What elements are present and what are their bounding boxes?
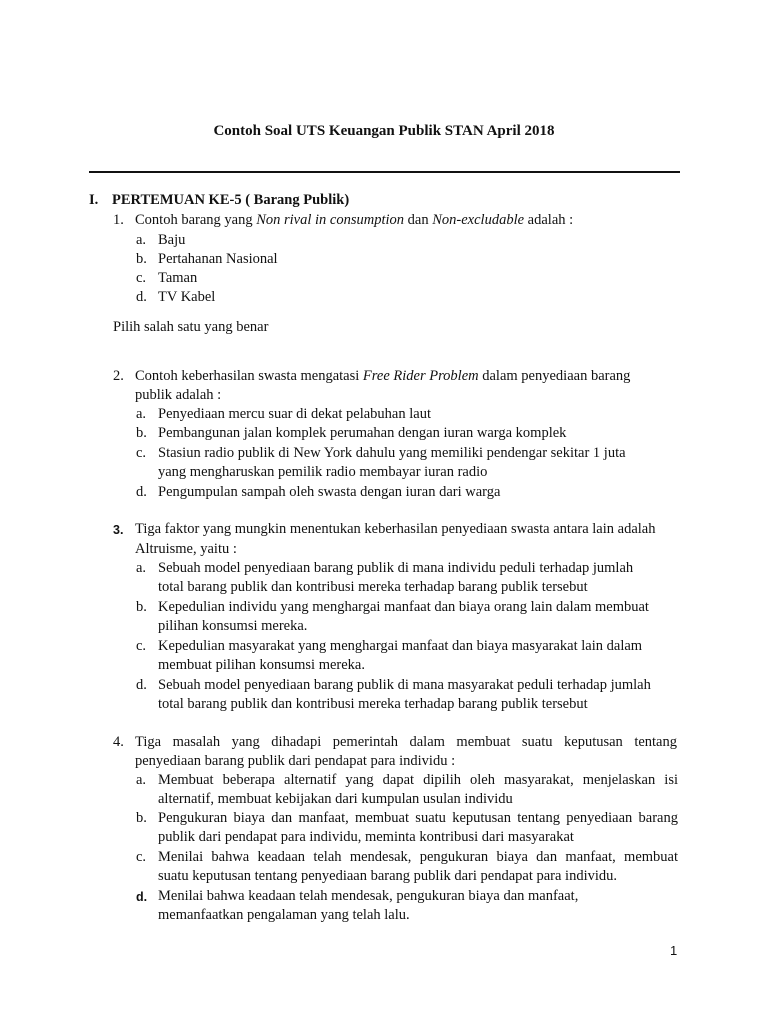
q4-option-letter: d. [136, 890, 148, 904]
q2-question [135, 367, 630, 386]
q2-option-text: Pengumpulan sampah oleh swasta dengan iuran dari warga [158, 484, 501, 500]
q2-text-before: Contoh keberhasilan swasta mengatasi [135, 368, 363, 384]
q4-option-text: Menilai bahwa keadaan telah mendesak, pengukuran biaya dan manfaat, membuat [158, 849, 678, 865]
section-numeral: I. [89, 192, 99, 208]
q2-text-after: dalam penyediaan barang [478, 368, 631, 384]
q2-question-line2: publik adalah : [135, 387, 222, 403]
q1-option-text: TV Kabel [158, 289, 216, 305]
q2-option-text: yang mengharuskan pemilik radio membayar iuran radio [158, 464, 488, 480]
title-divider [89, 171, 680, 173]
q2-option-text: Penyediaan mercu suar di dekat pelabuhan laut [158, 406, 431, 422]
q4-option-letter: b. [136, 810, 147, 826]
q2-number: 2. [113, 368, 124, 384]
q1-option-text: Pertahanan Nasional [158, 251, 278, 267]
q1-option-letter: b. [136, 251, 147, 267]
q4-number: 4. [113, 734, 124, 750]
q4-question: Tiga masalah yang dihadapi pemerintah dalam membuat suatu keputusan tentang [135, 734, 677, 750]
q3-question-line2: Altruisme, yaitu : [135, 541, 237, 557]
q1-text-before: Contoh barang yang [135, 212, 257, 228]
q2-term: Free Rider Problem [362, 368, 479, 384]
document-title: Contoh Soal UTS Keuangan Publik STAN April 2018 [213, 123, 555, 139]
q2-option-letter: d. [136, 484, 147, 500]
q4-option-text: suatu keputusan tentang penyediaan barang publik dari pendapat para individu. [158, 868, 618, 884]
q1-term2: Non-excludable [432, 212, 525, 228]
q2-option-text: Pembangunan jalan komplek perumahan dengan iuran warga komplek [158, 425, 567, 441]
q2-option-letter: c. [136, 445, 147, 461]
q3-option-text: pilihan konsumsi mereka. [158, 618, 308, 634]
q4-option-text: publik dari pendapat para individu, meminta kontribusi dari masyarakat [158, 829, 574, 845]
q2-option-letter: b. [136, 425, 147, 441]
q2-option-text: Stasiun radio publik di New York dahulu yang memiliki pendengar sekitar 1 juta [158, 445, 626, 461]
q4-option-letter: a. [136, 772, 147, 788]
q3-option-text: Kepedulian individu yang menghargai manfaat dan biaya orang lain dalam membuat [158, 599, 649, 615]
q3-option-text: Sebuah model penyediaan barang publik di mana individu peduli terhadap jumlah [158, 560, 634, 576]
q1-option-letter: c. [136, 270, 147, 286]
q4-option-text: memanfaatkan pengalaman yang telah lalu. [158, 907, 410, 923]
q3-option-text: Kepedulian masyarakat yang menghargai manfaat dan biaya masyarakat lain dalam [158, 638, 643, 654]
q1-instruction: Pilih salah satu yang benar [113, 319, 269, 335]
q1-number: 1. [113, 212, 124, 228]
q3-option-text: total barang publik dan kontribusi mereka terhadap barang publik tersebut [158, 696, 588, 712]
q1-option-letter: a. [136, 232, 147, 248]
q4-option-text: Menilai bahwa keadaan telah mendesak, pengukuran biaya dan manfaat, [158, 888, 579, 904]
q4-option-text: Membuat beberapa alternatif yang dapat dipilih oleh masyarakat, menjelaskan isi [158, 772, 678, 788]
q1-option-text: Taman [158, 270, 198, 286]
page-number: 1 [670, 943, 678, 958]
q4-option-letter: c. [136, 849, 147, 865]
q1-option-text: Baju [158, 232, 186, 248]
q3-option-letter: d. [136, 677, 147, 693]
q3-number: 3. [113, 523, 124, 537]
q1-term1: Non rival in consumption [256, 212, 405, 228]
q3-option-text: membuat pilihan konsumsi mereka. [158, 657, 365, 673]
q4-option-text: alternatif, membuat kebijakan dari kumpulan usulan individu [158, 791, 513, 807]
q3-option-letter: c. [136, 638, 147, 654]
q2-option-letter: a. [136, 406, 147, 422]
q1-text-mid: dan [404, 212, 433, 228]
q3-option-letter: a. [136, 560, 147, 576]
q1-text-after: adalah : [524, 212, 574, 228]
q1-question [135, 211, 573, 230]
section-heading: PERTEMUAN KE-5 ( Barang Publik) [112, 192, 350, 208]
q3-option-text: total barang publik dan kontribusi mereka terhadap barang publik tersebut [158, 579, 588, 595]
q4-question-line2: penyediaan barang publik dari pendapat para individu : [135, 753, 456, 769]
q3-option-text: Sebuah model penyediaan barang publik di mana masyarakat peduli terhadap jumlah [158, 677, 651, 693]
q4-option-text: Pengukuran biaya dan manfaat, membuat suatu keputusan tentang penyediaan barang [158, 810, 678, 826]
q3-question: Tiga faktor yang mungkin menentukan keberhasilan penyediaan swasta antara lain adalah [135, 521, 656, 537]
q3-option-letter: b. [136, 599, 147, 615]
q1-option-letter: d. [136, 289, 147, 305]
